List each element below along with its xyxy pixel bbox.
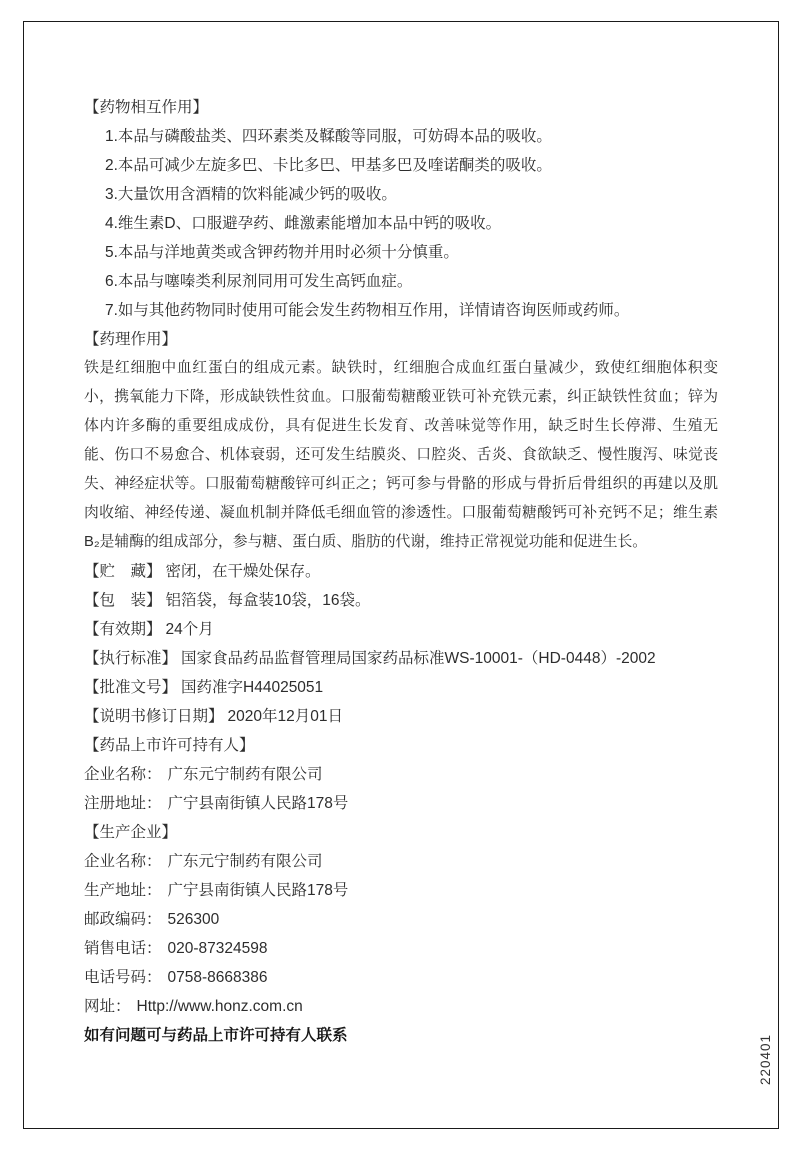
packaging-value: 铝箔袋，每盒装10袋，16袋。 — [165, 592, 371, 609]
standard-label: 【执行标准】 — [84, 650, 178, 667]
revision-date-field — [84, 702, 718, 731]
validity-field — [84, 615, 718, 644]
revision-date-label: 【说明书修订日期】 — [84, 708, 224, 725]
storage-field — [84, 557, 718, 586]
section-heading-drug-interactions: 【药物相互作用】 — [84, 99, 209, 116]
interaction-item-2: 2.本品可减少左旋多巴、卡比多巴、甲基多巴及喹诺酮类的吸收。 — [105, 157, 552, 174]
leaflet-content — [84, 93, 718, 1050]
license-holder-address-value: 广宁县南街镇人民路178号 — [167, 795, 349, 812]
standard-field — [84, 644, 718, 673]
license-holder-company-row — [84, 760, 718, 789]
manufacturer-company-row — [84, 847, 718, 876]
manufacturer-address-value: 广宁县南街镇人民路178号 — [167, 882, 349, 899]
license-holder-address-row — [84, 789, 718, 818]
pharmacology-paragraph: 铁是红细胞中血红蛋白的组成元素。缺铁时，红细胞合成血红蛋白量减少，致使红细胞体积变小，携氧能力下降，形成缺铁性贫血。口服葡萄糖酸亚铁可补充铁元素，纠正缺铁性贫血；锌为体内许多酶的重要组成成份，具有促进生长发育、改善味觉等作用，缺乏时生长停滞、生殖无能、伤口不易愈合、机体衰弱，还可发生结膜炎、口腔炎、舌炎、食欲缺乏、慢性腹泻、味觉丧失、神经症状等。口服葡萄糖酸锌可纠正之；钙可参与骨骼的形成与骨折后骨组织的再建以及肌肉收缩、神经传递、凝血机制并降低毛细血管的渗透性。口服葡萄糖酸钙可补充钙不足；维生素B₂是辅酶的组成部分，参与糖、蛋白质、脂肪的代谢，维持正常视觉功能和促进生长。 — [84, 360, 718, 550]
interaction-item-6: 6.本品与噻嗪类利尿剂同用可发生高钙血症。 — [105, 273, 413, 290]
section-heading-pharmacology: 【药理作用】 — [84, 331, 178, 348]
manufacturer-company-value: 广东元宁制药有限公司 — [167, 853, 323, 870]
interaction-item-1: 1.本品与磷酸盐类、四环素类及鞣酸等同服，可妨碍本品的吸收。 — [105, 128, 552, 145]
batch-code-vertical: 220401 — [758, 1033, 773, 1085]
phone-value: 0758-8668386 — [167, 969, 268, 986]
sales-phone-row — [84, 934, 718, 963]
sales-phone-value: 020-87324598 — [167, 940, 268, 957]
packaging-label: 【包 装】 — [84, 592, 162, 609]
approval-number-label: 【批准文号】 — [84, 679, 178, 696]
approval-number-value: 国药准字H44025051 — [181, 679, 324, 696]
section-heading-manufacturer: 【生产企业】 — [84, 824, 178, 841]
website-label: 网址： — [84, 998, 131, 1015]
interaction-item-7: 7.如与其他药物同时使用可能会发生药物相互作用，详情请咨询医师或药师。 — [105, 302, 630, 319]
section-heading-license-holder: 【药品上市许可持有人】 — [84, 737, 255, 754]
website-row — [84, 992, 718, 1021]
interaction-item-3: 3.大量饮用含酒精的饮料能减少钙的吸收。 — [105, 186, 397, 203]
phone-label: 电话号码： — [84, 969, 162, 986]
license-holder-address-label: 注册地址： — [84, 795, 162, 812]
contact-note: 如有问题可与药品上市许可持有人联系 — [84, 1027, 348, 1044]
interaction-item-5: 5.本品与洋地黄类或含钾药物并用时必须十分慎重。 — [105, 244, 459, 261]
storage-label: 【贮 藏】 — [84, 563, 162, 580]
approval-number-field — [84, 673, 718, 702]
manufacturer-company-label: 企业名称： — [84, 853, 162, 870]
revision-date-value: 2020年12月01日 — [227, 708, 343, 725]
phone-row — [84, 963, 718, 992]
interaction-item-4: 4.维生素D、口服避孕药、雌激素能增加本品中钙的吸收。 — [105, 215, 502, 232]
packaging-field — [84, 586, 718, 615]
postal-code-label: 邮政编码： — [84, 911, 162, 928]
manufacturer-address-label: 生产地址： — [84, 882, 162, 899]
website-value: Http://www.honz.com.cn — [136, 998, 303, 1015]
page-border-frame — [23, 21, 779, 1129]
manufacturer-address-row — [84, 876, 718, 905]
validity-label: 【有效期】 — [84, 621, 162, 638]
storage-value: 密闭，在干燥处保存。 — [165, 563, 321, 580]
license-holder-company-label: 企业名称： — [84, 766, 162, 783]
postal-code-value: 526300 — [167, 911, 220, 928]
standard-value: 国家食品药品监督管理局国家药品标准WS-10001-（HD-0448）-2002 — [181, 650, 656, 667]
sales-phone-label: 销售电话： — [84, 940, 162, 957]
validity-value: 24个月 — [165, 621, 214, 638]
license-holder-company-value: 广东元宁制药有限公司 — [167, 766, 323, 783]
postal-code-row — [84, 905, 718, 934]
